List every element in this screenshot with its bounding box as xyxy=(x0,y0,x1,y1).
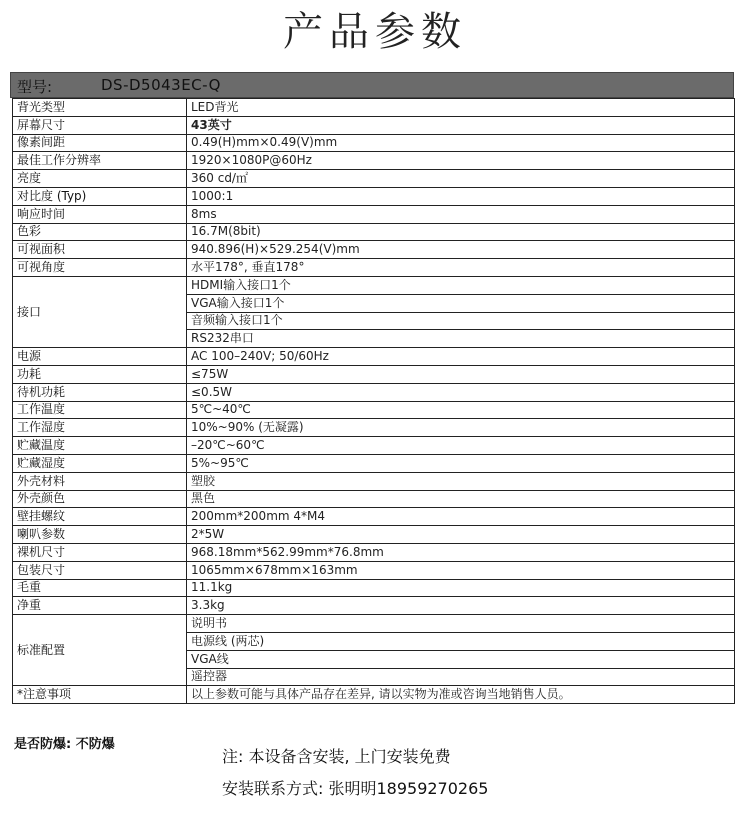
standard-config-value: 遥控器 xyxy=(187,668,735,686)
table-row xyxy=(13,241,735,259)
spec-key: 可视角度 xyxy=(13,259,187,277)
spec-value: 5℃~40℃ xyxy=(187,401,735,419)
model-label: 型号: xyxy=(17,78,53,96)
standard-config-value: 说明书 xyxy=(187,615,735,633)
model-value: DS-D5043EC-Q xyxy=(101,76,221,94)
interface-value: VGA输入接口1个 xyxy=(187,294,735,312)
spec-value: 塑胶 xyxy=(187,472,735,490)
spec-key: 色彩 xyxy=(13,223,187,241)
spec-key: 外壳材料 xyxy=(13,472,187,490)
spec-value: 水平178°, 垂直178° xyxy=(187,259,735,277)
table-row xyxy=(13,526,735,544)
table-row xyxy=(13,597,735,615)
spec-key: 外壳颜色 xyxy=(13,490,187,508)
standard-config-value: VGA线 xyxy=(187,650,735,668)
table-row xyxy=(13,205,735,223)
table-row xyxy=(13,187,735,205)
interface-key: 接口 xyxy=(13,276,187,347)
table-row xyxy=(13,223,735,241)
spec-key: 待机功耗 xyxy=(13,383,187,401)
model-header-bar xyxy=(10,72,734,98)
spec-key: 喇叭参数 xyxy=(13,526,187,544)
spec-value: –20℃~60℃ xyxy=(187,437,735,455)
standard-config-key: 标准配置 xyxy=(13,615,187,686)
table-row xyxy=(13,472,735,490)
spec-value: 3.3kg xyxy=(187,597,735,615)
table-row xyxy=(13,615,735,633)
spec-key: 包装尺寸 xyxy=(13,561,187,579)
standard-config-value: 电源线 (两芯) xyxy=(187,632,735,650)
table-row xyxy=(13,437,735,455)
spec-key: 工作温度 xyxy=(13,401,187,419)
spec-value: 1000:1 xyxy=(187,187,735,205)
spec-value: 1065mm×678mm×163mm xyxy=(187,561,735,579)
table-row xyxy=(13,259,735,277)
spec-key: 功耗 xyxy=(13,365,187,383)
table-row xyxy=(13,170,735,188)
table-row xyxy=(13,134,735,152)
spec-value: 2*5W xyxy=(187,526,735,544)
table-row xyxy=(13,543,735,561)
spec-key: 壁挂螺纹 xyxy=(13,508,187,526)
spec-key: 最佳工作分辨率 xyxy=(13,152,187,170)
explosion-proof-text: 是否防爆: 不防爆 xyxy=(14,737,115,752)
spec-key: 毛重 xyxy=(13,579,187,597)
spec-key: 屏幕尺寸 xyxy=(13,116,187,134)
spec-value: ≤75W xyxy=(187,365,735,383)
table-row xyxy=(13,561,735,579)
table-row xyxy=(13,383,735,401)
interface-value: 音频输入接口1个 xyxy=(187,312,735,330)
spec-value: 5%~95℃ xyxy=(187,454,735,472)
spec-key: 电源 xyxy=(13,348,187,366)
table-row xyxy=(13,152,735,170)
interface-value: RS232串口 xyxy=(187,330,735,348)
spec-key: 响应时间 xyxy=(13,205,187,223)
spec-key: 净重 xyxy=(13,597,187,615)
notice-value: 以上参数可能与具体产品存在差异, 请以实物为准或咨询当地销售人员。 xyxy=(187,686,735,704)
spec-value: 0.49(H)mm×0.49(V)mm xyxy=(187,134,735,152)
spec-key: 可视面积 xyxy=(13,241,187,259)
interface-value: HDMI输入接口1个 xyxy=(187,276,735,294)
spec-key: 贮藏温度 xyxy=(13,437,187,455)
table-row xyxy=(13,490,735,508)
spec-key: 亮度 xyxy=(13,170,187,188)
spec-value: ≤0.5W xyxy=(187,383,735,401)
spec-table xyxy=(12,98,735,704)
install-note: 注: 本设备含安装, 上门安装免费 xyxy=(222,747,451,766)
spec-value: LED背光 xyxy=(187,99,735,117)
spec-value: 11.1kg xyxy=(187,579,735,597)
table-row xyxy=(13,686,735,704)
spec-key: 工作湿度 xyxy=(13,419,187,437)
page-title: 产品参数 xyxy=(283,9,467,55)
spec-value: 黑色 xyxy=(187,490,735,508)
table-row xyxy=(13,116,735,134)
table-row xyxy=(13,419,735,437)
spec-value: 968.18mm*562.99mm*76.8mm xyxy=(187,543,735,561)
table-row xyxy=(13,579,735,597)
spec-value: AC 100–240V; 50/60Hz xyxy=(187,348,735,366)
spec-key: 背光类型 xyxy=(13,99,187,117)
spec-key: 像素间距 xyxy=(13,134,187,152)
table-row xyxy=(13,99,735,117)
spec-value: 8ms xyxy=(187,205,735,223)
table-row xyxy=(13,365,735,383)
spec-value: 10%~90% (无凝露) xyxy=(187,419,735,437)
spec-value: 16.7M(8bit) xyxy=(187,223,735,241)
notice-key: *注意事项 xyxy=(13,686,187,704)
spec-value: 1920×1080P@60Hz xyxy=(187,152,735,170)
table-row xyxy=(13,508,735,526)
table-row xyxy=(13,348,735,366)
table-row xyxy=(13,401,735,419)
spec-key: 裸机尺寸 xyxy=(13,543,187,561)
table-row xyxy=(13,454,735,472)
table-row xyxy=(13,276,735,294)
spec-value: 360 cd/㎡ xyxy=(187,170,735,188)
install-contact: 安装联系方式: 张明明18959270265 xyxy=(222,779,489,798)
spec-value: 940.896(H)×529.254(V)mm xyxy=(187,241,735,259)
spec-value: 43英寸 xyxy=(187,116,735,134)
spec-value: 200mm*200mm 4*M4 xyxy=(187,508,735,526)
spec-key: 贮藏湿度 xyxy=(13,454,187,472)
spec-key: 对比度 (Typ) xyxy=(13,187,187,205)
